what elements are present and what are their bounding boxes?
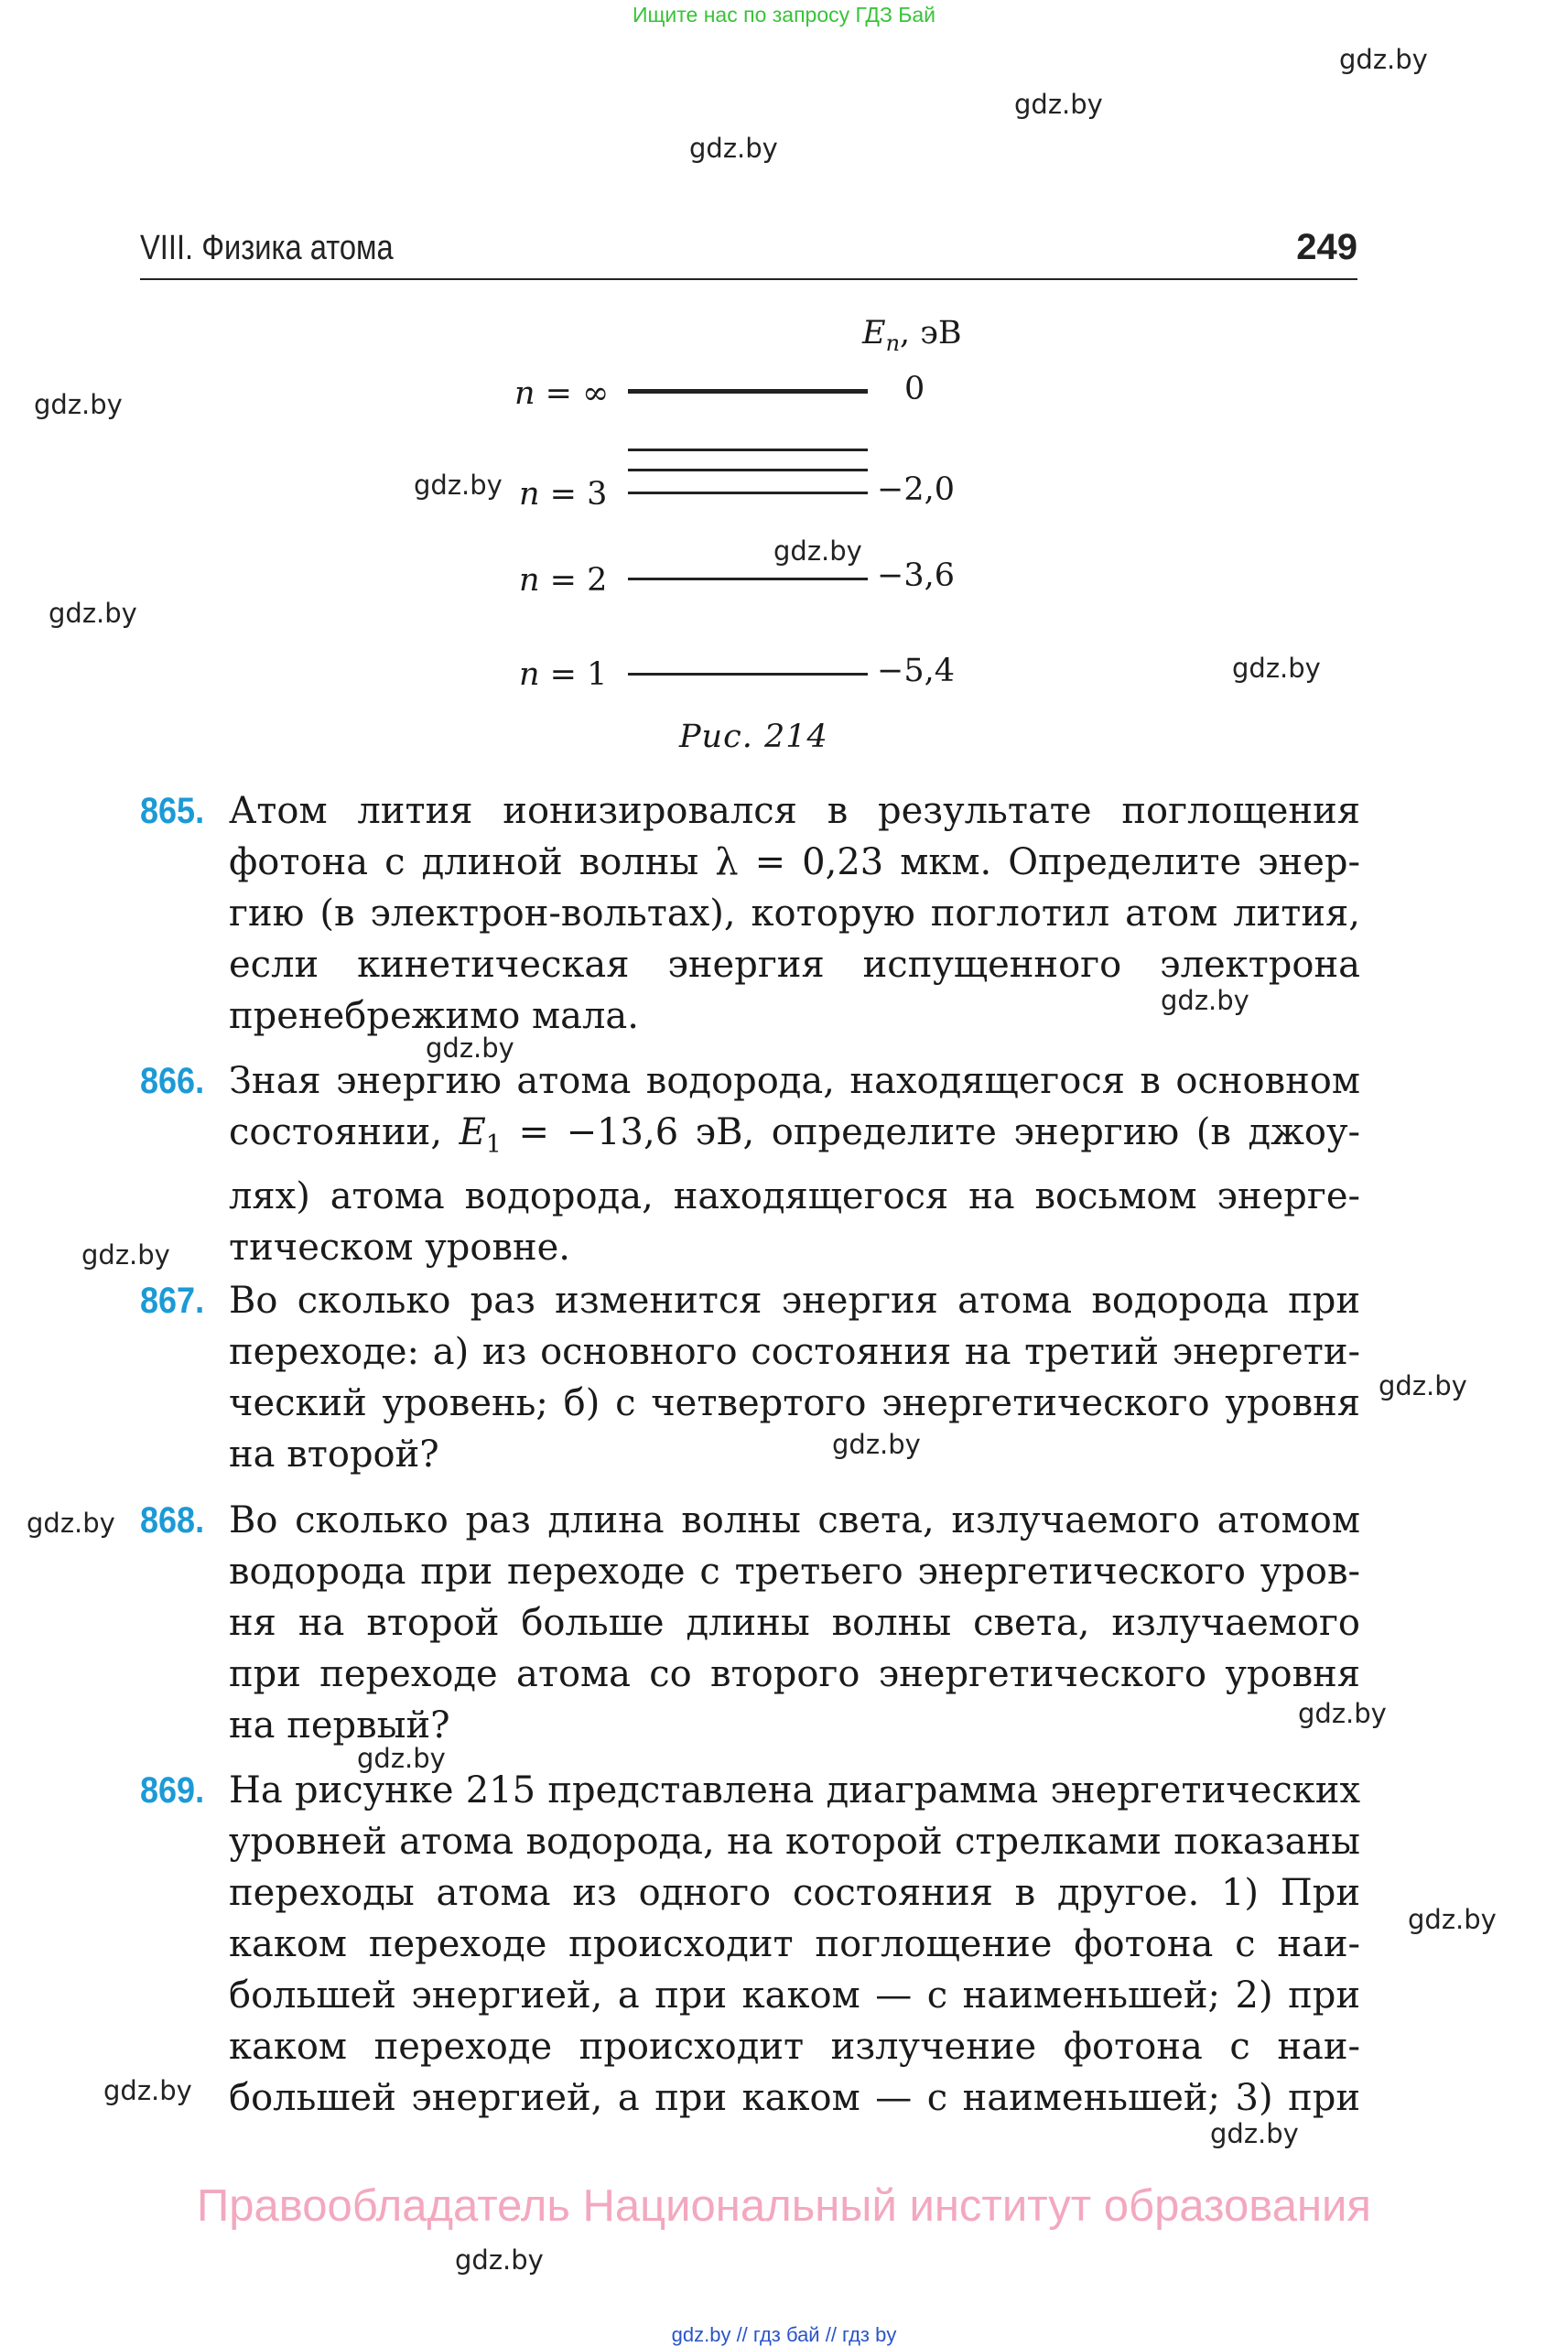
energy-level-line-3 — [628, 492, 868, 494]
level-label-3 — [519, 476, 607, 513]
watermark: gdz.by — [103, 2075, 192, 2106]
level-n-val: 1 — [587, 656, 608, 693]
level-n-eq: = — [539, 656, 588, 693]
problem-text: На рисунке 215 представлена диаграмма энергетических уровней атома водорода, на которой стрелками показаны переходы атома из одного состояния в другое. 1) При каком переходе происходит поглощение фотона с наибольшей энергией, а при каком — с наименьшей; 2) при каком переходе происходит излучение фотона с наибольшей энергией, а при каком — с наименьшей; 3) при — [229, 1769, 1360, 2119]
level-energy-1: −5,4 — [877, 653, 955, 689]
watermark: gdz.by — [689, 133, 778, 164]
level-n-eq: = — [539, 562, 588, 599]
energy-axis-unit: , эВ — [900, 315, 962, 352]
problem-text — [229, 1055, 1360, 1273]
problem-number: 868. — [140, 1500, 205, 1541]
problem-text-part: = 0,23 мкм. Определите энергию (в электрон-вольтах), которую поглотил атом лития, если кинетическая энергия испущенного электрона пренебрежимо мала. — [229, 841, 1360, 1037]
page-number: 249 — [1296, 227, 1357, 267]
level-energy-inf: 0 — [904, 371, 925, 407]
figure-caption: Рис. 214 — [679, 719, 828, 755]
problem-text-part: Зная энергию атома водорода, находящегося в основном состоянии, — [229, 1060, 1360, 1153]
watermark: gdz.by — [1298, 1698, 1387, 1729]
level-energy-2: −3,6 — [877, 557, 955, 594]
energy-axis-label — [862, 315, 962, 356]
energy-level-diagram — [0, 0, 1568, 769]
watermark: gdz.by — [49, 598, 137, 629]
chapter-title: VIII. Физика атома — [140, 229, 394, 267]
watermark: gdz.by — [27, 1508, 115, 1539]
footer-links: gdz.by // гдз бай // гдз by — [671, 2323, 897, 2346]
top-banner: Ищите нас по запросу ГДЗ Бай — [632, 3, 936, 27]
problem-text-part: = −13,6 эВ, определите энергию (в джоулях) атома водорода, находящегося на восьмом энергетическом уровне. — [229, 1111, 1361, 1269]
watermark: gdz.by — [426, 1033, 514, 1064]
problem-text: Во сколько раз длина волны света, излучаемого атомом водорода при переходе с третьего энергетического уровня на второй больше длины волны света, излучаемого при переходе атома со второго энергетического уровня на первый? — [229, 1499, 1360, 1747]
energy-level-line-upper — [628, 469, 868, 471]
watermark: gdz.by — [1379, 1370, 1467, 1401]
energy-axis-subscript: n — [885, 330, 901, 356]
energy-level-line-2 — [628, 578, 868, 580]
energy-subscript: 1 — [485, 1130, 502, 1159]
problem-number: 869. — [140, 1770, 205, 1811]
level-label-inf — [514, 375, 609, 412]
problem-866 — [140, 1055, 1360, 1273]
level-n-val: 3 — [587, 476, 608, 513]
watermark: gdz.by — [1210, 2118, 1299, 2149]
watermark: gdz.by — [773, 535, 862, 567]
problem-867 — [140, 1275, 1360, 1480]
problem-number: 867. — [140, 1281, 205, 1321]
problem-number: 865. — [140, 791, 205, 831]
watermark: gdz.by — [1408, 1904, 1497, 1935]
problem-868 — [140, 1495, 1360, 1751]
level-n-val: 2 — [587, 562, 608, 599]
level-n-var: n — [519, 656, 540, 693]
level-label-2 — [519, 562, 607, 599]
energy-axis-symbol: E — [862, 315, 886, 352]
energy-level-line-inf — [628, 389, 868, 394]
level-n-val: ∞ — [582, 375, 610, 412]
problem-869 — [140, 1765, 1360, 2124]
watermark: gdz.by — [357, 1743, 446, 1774]
watermark: gdz.by — [1339, 44, 1428, 75]
copyright-notice: Правообладатель Национальный институт образования — [197, 2181, 1371, 2231]
problem-865 — [140, 785, 1360, 1042]
level-n-eq: = — [535, 375, 583, 412]
level-label-1 — [519, 656, 607, 693]
lambda-symbol: λ — [715, 841, 739, 883]
problem-text-part: Атом лития ионизировался в результате поглощения фотона с длиной волны — [229, 790, 1360, 883]
watermark: gdz.by — [455, 2244, 544, 2276]
level-n-var: n — [514, 375, 535, 412]
level-energy-3: −2,0 — [877, 471, 955, 508]
level-n-eq: = — [539, 476, 588, 513]
watermark: gdz.by — [1014, 89, 1103, 120]
energy-level-line-1 — [628, 673, 868, 676]
level-n-var: n — [519, 476, 540, 513]
watermark: gdz.by — [1232, 653, 1321, 684]
energy-level-line-upper — [628, 449, 868, 451]
watermark: gdz.by — [1161, 985, 1249, 1016]
problem-text: Во сколько раз изменится энергия атома водорода при переходе: а) из основного состояния на третий энергетический уровень; б) с четвертого энергетического уровня на второй? — [229, 1280, 1360, 1476]
problem-number: 866. — [140, 1061, 205, 1101]
energy-symbol: E — [459, 1111, 486, 1153]
watermark: gdz.by — [414, 470, 503, 501]
level-n-var: n — [519, 562, 540, 599]
watermark: gdz.by — [34, 389, 123, 420]
watermark: gdz.by — [81, 1239, 170, 1271]
watermark: gdz.by — [832, 1429, 921, 1460]
problem-text — [229, 785, 1360, 1042]
